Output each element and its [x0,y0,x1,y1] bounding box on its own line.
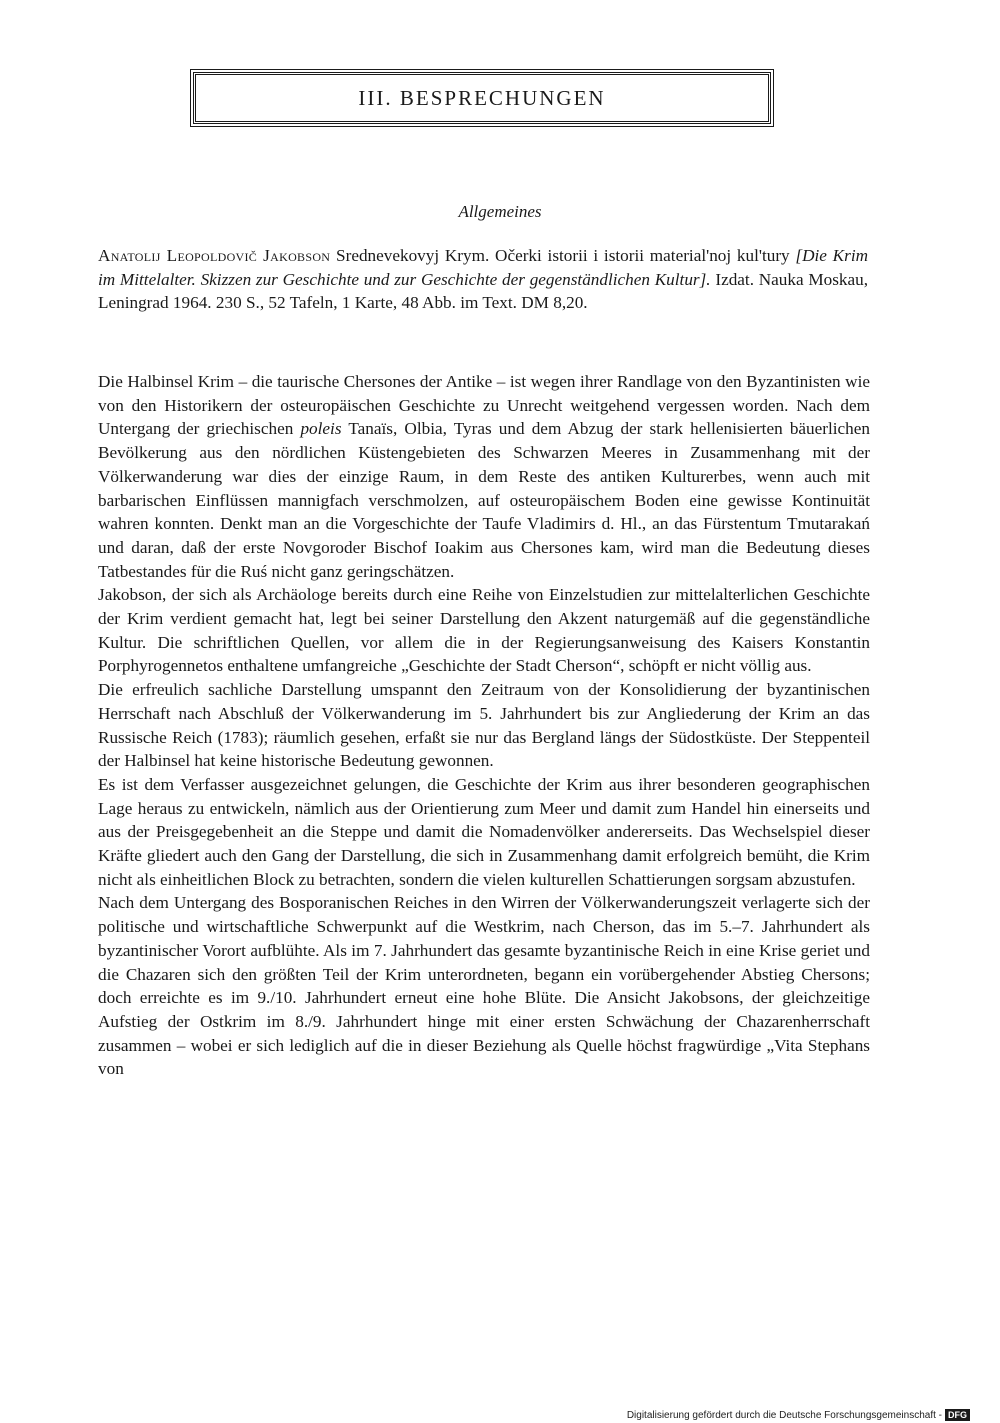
digitization-footer [627,1409,970,1421]
footer-text: Digitalisierung gefördert durch die Deutsche Forschungsgemeinschaft - [626,1409,942,1421]
citation-publication: Izdat. Nauka Moskau, Leningrad 1964. 230 S., 52 Tafeln, 1 Karte, 48 Abb. im Text. DM 8,20. [98,269,869,313]
paragraph-4: Es ist dem Verfasser ausgezeichnet gelungen, die Geschichte der Krim aus ihrer besonderen geographischen Lage heraus zu entwickeln, nämlich aus der Orientierung zum Meer und damit zum Handel hin einerseits und aus der Preisgegebenheit an die Steppe und damit die Nomadenvölker andererseits. Das Wechselspiel dieser Kräfte gliedert auch den Gang der Darstellung, die sich in Zusammenhang damit erfolgreich bemüht, die Krim nicht als einheitlichen Block zu betrachten, sondern die vielen kulturellen Schattierungen sorgsam abzustufen. [98,774,870,889]
paragraph-1-poleis: poleis [300,419,342,439]
paragraph-2: Jakobson, der sich als Archäologe bereits durch eine Reihe von Einzelstudien zur mittelalterlichen Geschichte der Krim verdient gemacht hat, legt bei seiner Darstellung den Akzent naturgemäß auf die gegenständliche Kultur. Die schriftlichen Quellen, vor allem die in der Regierungsanweisung des Kaisers Konstantin Porphyrogennetos enthaltene umfangreiche „Geschichte der Stadt Cherson“, schöpft er nicht völlig aus. [98,585,870,676]
citation-german-title: [Die Krim im Mittelalter. Skizzen zur Geschichte und zur Geschichte der gegenständlichen Kultur]. [98,246,869,289]
paragraph-3: Die erfreulich sachliche Darstellung umspannt den Zeitraum von der Konsolidierung der byzantinischen Herrschaft nach Abschluß der Völkerwanderung im 5. Jahrhundert bis zur Angliederung der Krim an das Russische Reich (1783); räumlich gesehen, erfaßt sie nur das Bergland längs der Südostküste. Der Steppenteil der Halbinsel hat keine historische Bedeutung gewonnen. [98,680,870,771]
review-body [98,370,870,1081]
paragraph-5: Nach dem Untergang des Bosporanischen Reiches in den Wirren der Völkerwanderungszeit verlagerte sich der politische und wirtschaftliche Schwerpunkt auf die Westkrim, nach Cherson, das im 5.–7. Jahrhundert als byzantinischer Vorort aufblühte. Als im 7. Jahrhundert das gesamte byzantinische Reich in eine Krise geriet und die Chazaren sich den größten Teil der Krim unterordneten, begann ein vorübergehender Abstieg Chersons; doch erreichte es im 9./10. Jahrhundert erneut eine hohe Blüte. Die Ansicht Jakobsons, der gleichzeitige Aufstieg der Ostkrim im 8./9. Jahrhundert hinge mit einer ersten Schwächung der Chazarenherrschaft zusammen – wobei er sich lediglich auf die in dieser Beziehung als Quelle höchst fragwürdige „Vita Stephans von [98,893,870,1079]
paragraph-1-part-b: Tanaïs, Olbia, Tyras und dem Abzug der stark hellenisierten bäuerlichen Bevölkerung aus den nördlichen Küstengebieten des Schwarzen Meeres in Zusammenhang mit der Völkerwanderung war dies der einzige Raum, in dem Reste des antiken Kulturerbes, wenn auch mit barbarischen Einflüssen mannigfach verschmolzen, auf osteuropäischem Boden eine gewisse Kontinuität wahren konnten. Denkt man an die Vorgeschichte der Taufe Vladimirs d. Hl., an das Fürstentum Tmutarakań und daran, daß der erste Novgoroder Bischof Ioakim aus Chersones kam, wird man die Bedeutung dieses Tatbestandes für die Ruś nicht ganz geringschätzen. [98,419,870,581]
paragraph-1 [98,370,870,583]
review-citation [98,244,868,315]
dfg-logo: DFG [945,1409,970,1421]
section-title: III. BESPRECHUNGEN [358,85,606,110]
citation-author: Anatolij Leopoldovič Jakobson [98,246,331,265]
subheading: Allgemeines [458,202,542,221]
paragraph-1-part-a: Die Halbinsel Krim – die taurische Chersones der Antike – ist wegen ihrer Randlage von den Byzantinisten wie von den Historikern der osteuropäischen Geschichte zu Unrecht weitgehend vergessen worden. Nach dem Untergang der griechischen [98,372,870,439]
citation-original-title: Srednevekovyj Krym. Očerki istorii i istorii material'noj kul'tury [336,246,790,265]
section-header-box [193,72,771,124]
